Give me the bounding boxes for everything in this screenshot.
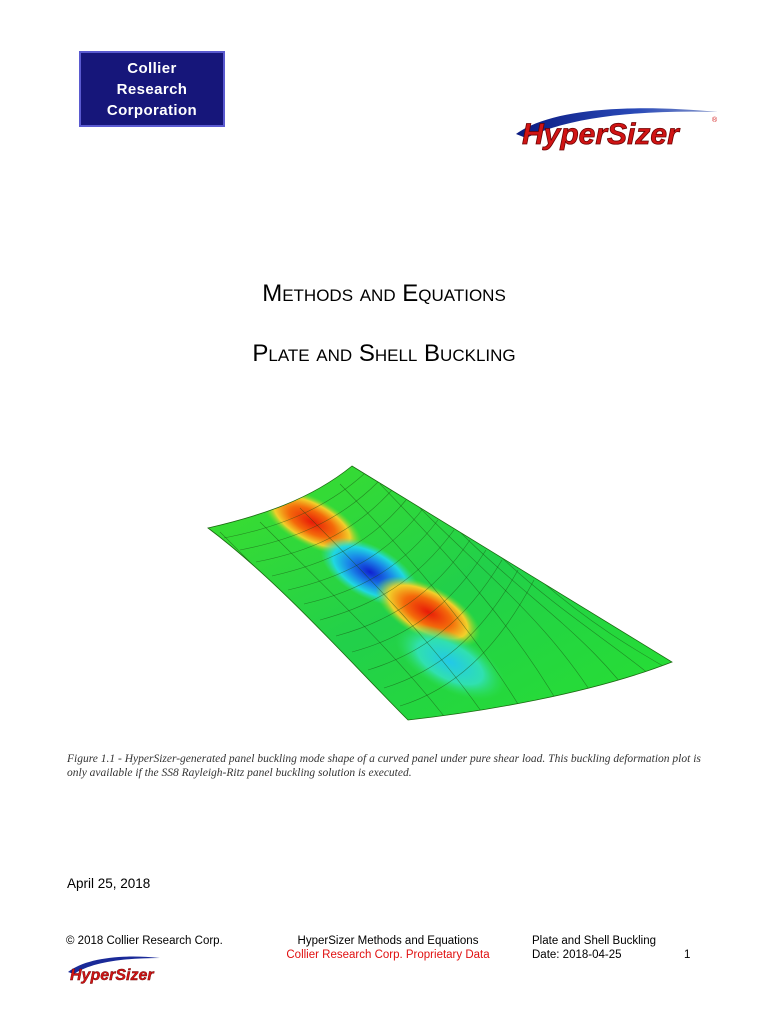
collier-research-logo bbox=[79, 51, 225, 127]
page-number: 1 bbox=[684, 949, 691, 961]
buckling-mode-plot bbox=[200, 462, 680, 724]
hypersizer-logo bbox=[512, 100, 722, 156]
footer-date: Date: 2018-04-25 bbox=[532, 949, 622, 961]
footer-proprietary: Collier Research Corp. Proprietary Data bbox=[286, 949, 490, 961]
footer-doc-title: HyperSizer Methods and Equations bbox=[297, 935, 479, 947]
footer-hypersizer-logo bbox=[66, 952, 162, 986]
footer-right bbox=[532, 934, 656, 962]
logo-line-3: Corporation bbox=[106, 101, 198, 119]
registered-mark: ® bbox=[712, 117, 718, 124]
footer-section: Plate and Shell Buckling bbox=[532, 935, 657, 947]
document-date: April 25, 2018 bbox=[67, 876, 151, 891]
logo-line-1: Collier bbox=[127, 59, 177, 77]
footer-center bbox=[282, 934, 494, 962]
figure-caption: Figure 1.1 - HyperSizer-generated panel buckling mode shape of a curved panel under pure shear load. This buckling deformation plot is only available if the SS8 Rayleigh-Ritz panel buckling solution is executed. bbox=[67, 753, 701, 779]
hypersizer-wordmark: HyperSizer bbox=[522, 118, 679, 151]
document-subtitle: Plate and Shell Buckling bbox=[252, 340, 516, 367]
footer-hypersizer-wordmark: HyperSizer bbox=[70, 967, 154, 984]
document-title: Methods and Equations bbox=[262, 280, 506, 307]
logo-line-2: Research bbox=[116, 80, 188, 98]
footer-copyright: © 2018 Collier Research Corp. bbox=[66, 935, 223, 947]
